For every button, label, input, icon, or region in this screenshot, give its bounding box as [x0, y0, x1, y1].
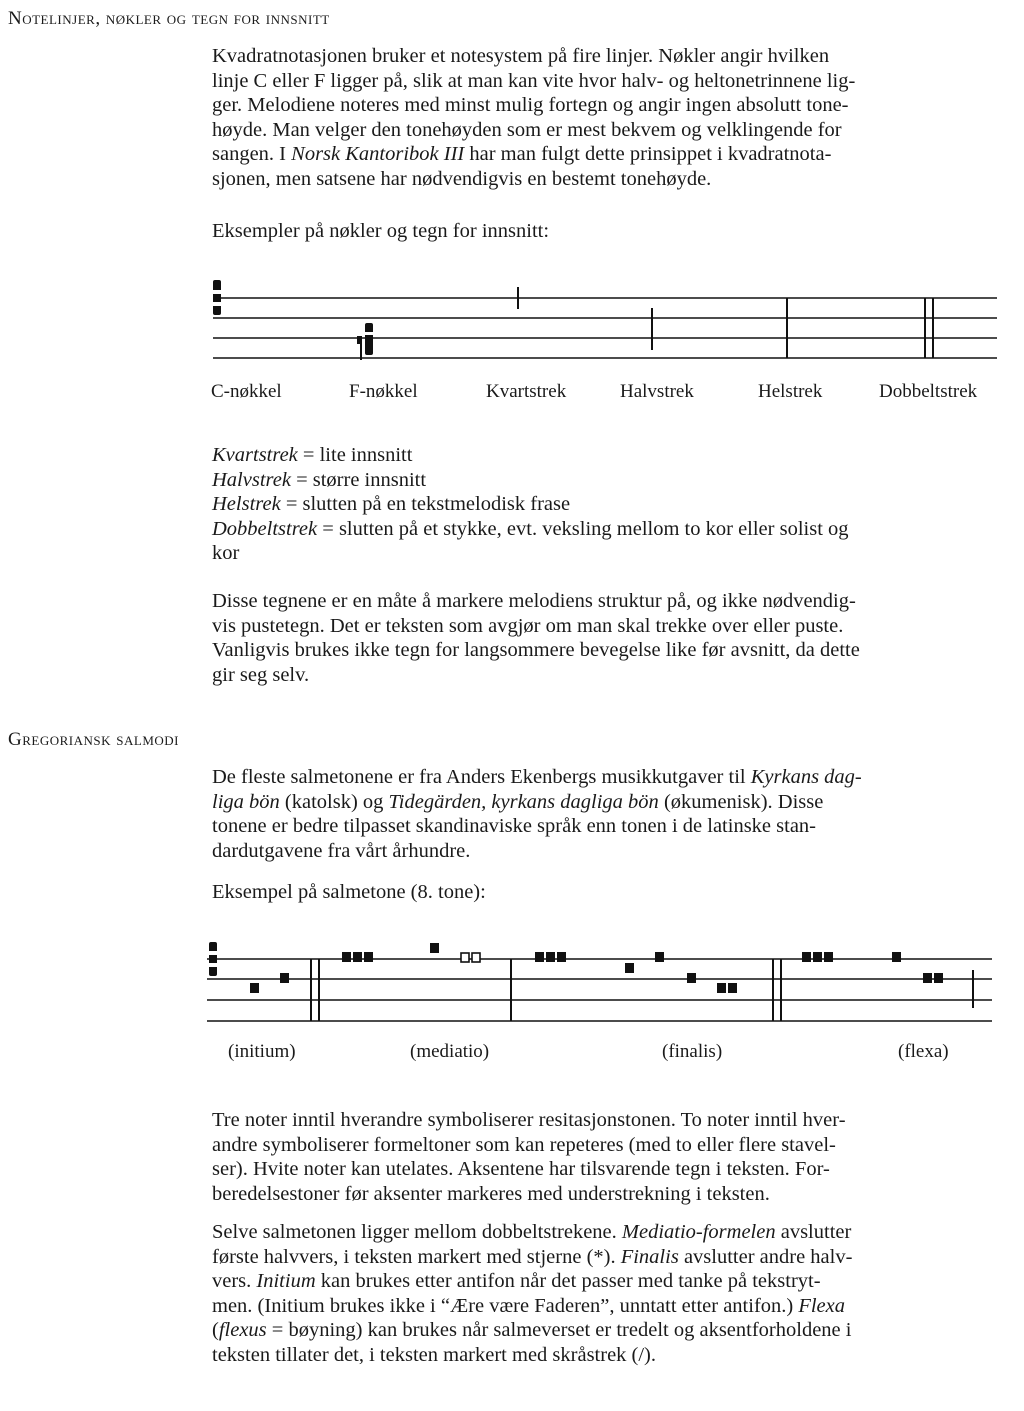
label-dobbeltstrek: Dobbeltstrek	[879, 381, 978, 402]
text-line: Selve salmetonen ligger mellom dobbeltstrekene. Mediatio-formelen avslutter	[212, 1221, 852, 1243]
double-bar-icon	[773, 959, 781, 1021]
example-intro: Eksempel på salmetone (8. tone):	[212, 881, 486, 903]
c-clef-icon	[209, 942, 217, 976]
definition-item: Halvstrek = større innsnitt	[212, 468, 427, 491]
paragraph-tegn	[212, 589, 996, 687]
text-line: linje C eller F ligger på, slik at man kan vite hvor halv- og heltonetrinnene lig-	[212, 69, 856, 92]
paragraph-noter	[212, 1108, 996, 1206]
f-clef-icon	[357, 323, 373, 360]
examples-intro: Eksempler på nøkler og tegn for innsnitt:	[212, 220, 550, 242]
double-bar-icon	[311, 959, 319, 1021]
dobbeltstrek-icon	[925, 298, 933, 358]
text-line: høyde. Man velger den tonehøyden som er mest bekvem og velklingende for	[212, 118, 842, 141]
section-heading-salmodi: Gregoriansk salmodi	[8, 729, 179, 750]
text-line: dardutgavene fra vårt århundre.	[212, 839, 471, 862]
label-halvstrek: Halvstrek	[620, 381, 694, 402]
text-line: vis pustetegn. Det er teksten som avgjør om man skal trekke over eller puste.	[212, 614, 844, 637]
recitation-notes	[535, 952, 566, 962]
text-line: gir seg selv.	[212, 663, 310, 686]
text-line: ger. Melodiene noteres med minst mulig fortegn og angir ingen absolutt tone-	[212, 94, 849, 116]
label-f-nokkel: F-nøkkel	[349, 381, 418, 402]
label-helstrek: Helstrek	[758, 381, 823, 402]
label-flexa: (flexa)	[898, 1041, 949, 1062]
text-line: første halvvers, i teksten markert med stjerne (*). Finalis avslutter andre halv-	[212, 1245, 853, 1268]
definition-item: Helstrek = slutten på en tekstmelodisk frase	[212, 493, 571, 515]
c-clef-icon	[213, 280, 221, 315]
paragraph-kvadratnotasjon	[212, 44, 996, 191]
paragraph-salmetonen	[212, 1220, 996, 1367]
section-heading-notelinjer: Notelinjer, nøkler og tegn for innsnitt	[8, 8, 330, 29]
text-line: Disse tegnene er en måte å markere melodiens struktur på, og ikke nødvendig-	[212, 590, 856, 612]
label-c-nokkel: C-nøkkel	[211, 381, 282, 402]
text-line: beredelsestoner før aksenter markeres med understrekning i teksten.	[212, 1182, 770, 1205]
accent-note	[430, 943, 439, 953]
text-line: ser). Hvite noter kan utelates. Aksentene har tilsvarende tegn i teksten. For-	[212, 1158, 830, 1180]
text-line: Kvadratnotasjonen bruker et notesystem på fire linjer. Nøkler angir hvilken	[212, 45, 830, 67]
text-line: andre symboliserer formeltoner som kan repeteres (med to eller flere stavel-	[212, 1133, 836, 1156]
staff-psalm-tone	[205, 938, 1005, 1026]
label-initium: (initium)	[228, 1041, 296, 1062]
paragraph-salmetoner	[212, 765, 996, 863]
definition-item: Dobbeltstrek = slutten på et stykke, evt. veksling mellom to kor eller solist og	[212, 517, 849, 540]
text-line: Vanligvis brukes ikke tegn for langsommere bevegelse like før avsnitt, da dette	[212, 639, 860, 661]
text-line: men. (Initium brukes ikke i “Ære være Faderen”, unntatt etter antifon.) Flexa	[212, 1294, 846, 1317]
definition-cont: kor	[212, 542, 240, 564]
label-finalis: (finalis)	[662, 1041, 723, 1062]
definitions-list	[212, 443, 996, 566]
text-line: sangen. I Norsk Kantoribok III har man fulgt dette prinsippet i kvadratnota-	[212, 143, 832, 165]
text-line: tonene er bedre tilpasset skandinaviske språk enn tonen i de latinske stan-	[212, 815, 816, 837]
definition-item: Kvartstrek = lite innsnitt	[212, 444, 413, 466]
recitation-notes	[802, 952, 833, 962]
text-line: Tre noter inntil hverandre symboliserer resitasjonstonen. To noter inntil hver-	[212, 1109, 846, 1131]
white-notes	[461, 953, 480, 962]
text-line: vers. Initium kan brukes etter antifon når det passer med tanke på tekstryt-	[212, 1270, 821, 1292]
text-line: De fleste salmetonene er fra Anders Ekenbergs musikkutgaver til Kyrkans dag-	[212, 766, 862, 788]
recitation-notes	[342, 952, 373, 962]
text-line: sjonen, men satsene har nødvendigvis en bestemt tonehøyde.	[212, 167, 712, 190]
finalis-notes	[625, 952, 737, 993]
initium-notes	[250, 973, 289, 993]
text-line: (flexus = bøyning) kan brukes når salmeverset er tredelt og aksentforholdene i	[212, 1319, 852, 1341]
text-line: teksten tillater det, i teksten markert med skråstrek (/).	[212, 1343, 657, 1366]
staff-clefs-barlines	[205, 276, 1005, 368]
label-mediatio: (mediatio)	[410, 1041, 490, 1062]
label-kvartstrek: Kvartstrek	[486, 381, 567, 402]
text-line: liga bön (katolsk) og Tidegärden, kyrkans dagliga bön (økumenisk). Disse	[212, 790, 824, 813]
